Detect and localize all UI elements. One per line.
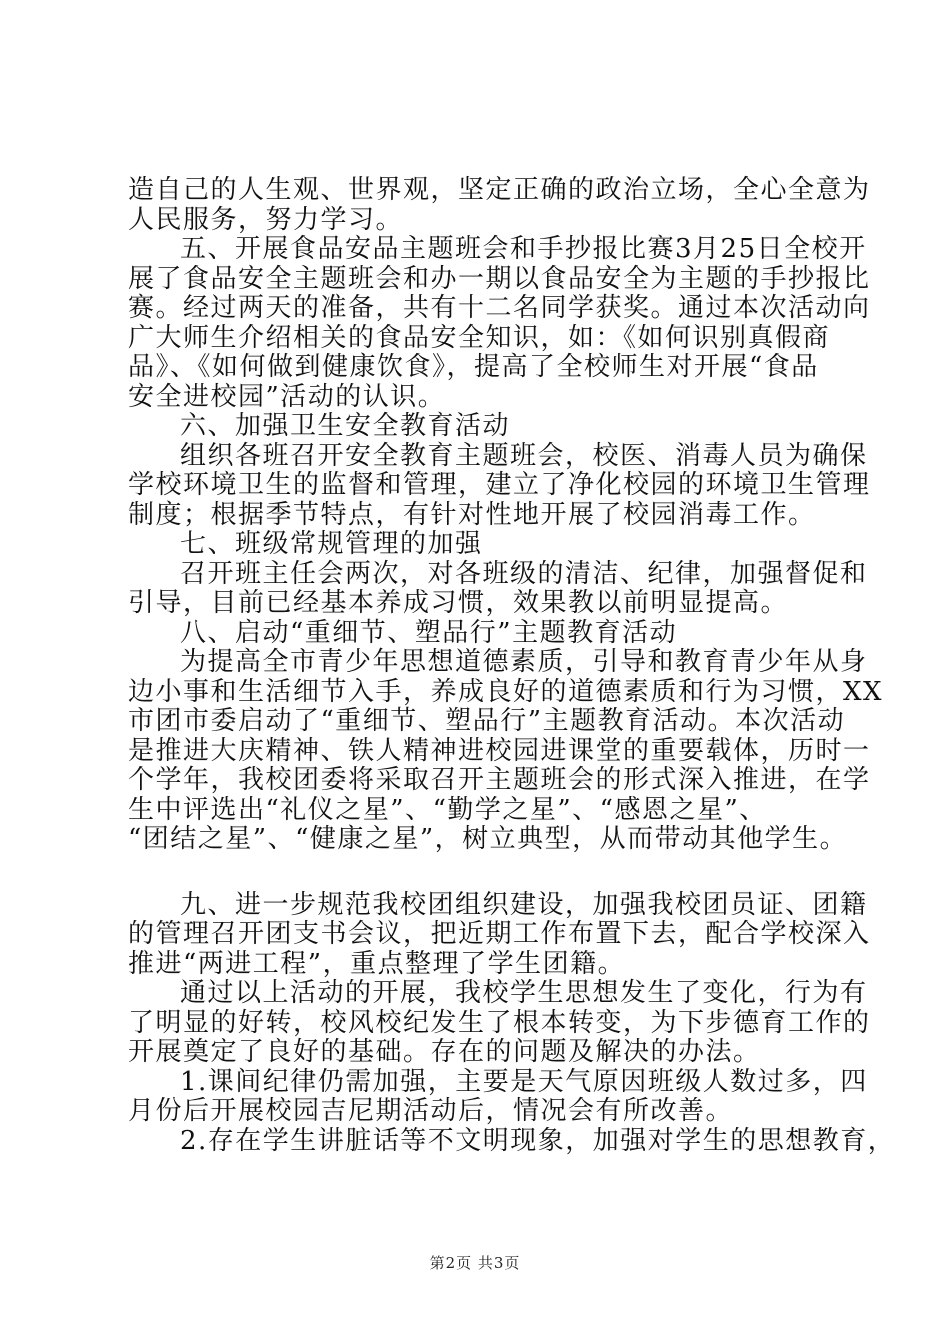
text-line: 造自己的人生观、世界观，坚定正确的政治立场，全心全意为	[128, 175, 871, 205]
text-line: 市团市委启动了“重细节、塑品行”主题教育活动。本次活动	[128, 706, 846, 736]
paragraph-section-5	[128, 234, 871, 412]
paragraph-section-9	[128, 889, 871, 980]
page-footer: 第2页 共3页	[429, 1254, 521, 1272]
text-line: 推进“两进工程”，重点整理了学生团籍。	[128, 948, 626, 979]
text-line: 赛。经过两天的准备，共有十二名同学获奖。通过本次活动向	[128, 293, 871, 323]
text-line: 2.存在学生讲脏话等不文明现象，加强对学生的思想教育，	[180, 1125, 896, 1156]
text-line: 九、进一步规范我校团组织建设，加强我校团员证、团籍	[180, 889, 868, 920]
text-line: 的管理召开团支书会议，把近期工作布置下去，配合学校深入	[128, 919, 871, 949]
text-line: 召开班主任会两次，对各班级的清洁、纪律，加强督促和	[180, 558, 868, 589]
text-line: 引导，目前已经基本养成习惯，效果教以前明显提高。	[128, 588, 789, 618]
text-line: 生中评选出“礼仪之星”、“勤学之星”、“感恩之星”、	[128, 794, 767, 825]
text-line: 个学年，我校团委将采取召开主题班会的形式深入推进，在学	[128, 765, 871, 795]
document-body	[128, 175, 896, 1156]
text-line: 制度；根据季节特点，有针对性地开展了校园消毒工作。	[128, 499, 816, 530]
text-line: “团结之星”、“健康之星”，树立典型，从而带动其他学生。	[128, 824, 848, 854]
text-line: 组织各班召开安全教育主题班会，校医、消毒人员为确保	[180, 440, 868, 471]
text-line: 是推进大庆精神、铁人精神进校园进课堂的重要载体，历时一	[128, 735, 871, 766]
text-line: 为提高全市青少年思想道德素质，引导和教育青少年从身	[180, 647, 868, 677]
paragraph-issue-1	[128, 1066, 868, 1127]
text-line: 五、开展食品安品主题班会和手抄报比赛3月25日全校开	[180, 234, 867, 264]
text-line: 通过以上活动的开展，我校学生思想发生了变化，行为有	[180, 978, 868, 1008]
text-line: 了明显的好转，校风校纪发生了根本转变，为下步德育工作的	[128, 1007, 871, 1038]
text-line: 人民服务，努力学习。	[128, 204, 404, 235]
text-line: 品》、《如何做到健康饮食》，提高了全校师生对开展“食品	[128, 352, 819, 382]
text-line: 学校环境卫生的监督和管理，建立了净化校园的环境卫生管理	[128, 470, 871, 500]
text-line: 广大师生介绍相关的食品安全知识，如：《如何识别真假商	[128, 322, 831, 353]
paragraph-section-6	[128, 440, 871, 531]
text-line: 开展奠定了良好的基础。存在的问题及解决的办法。	[128, 1037, 761, 1067]
section-heading-7: 七、班级常规管理的加强	[180, 529, 483, 559]
text-line: 月份后开展校园吉尼期活动后，情况会有所改善。	[128, 1096, 734, 1126]
section-heading-6: 六、加强卫生安全教育活动	[180, 411, 511, 441]
paragraph-section-7	[128, 558, 868, 619]
text-line: 展了食品安全主题班会和办一期以食品安全为主题的手抄报比	[128, 263, 871, 294]
text-line: 边小事和生活细节入手，养成良好的道德素质和行为习惯，XX	[128, 676, 884, 707]
section-heading-8: 八、启动“重细节、塑品行”主题教育活动	[180, 617, 678, 648]
paragraph-summary	[128, 978, 871, 1068]
text-line: 安全进校园”活动的认识。	[128, 381, 446, 412]
paragraph-issue-2	[128, 1125, 896, 1157]
text-line: 1.课间纪律仍需加强，主要是天气原因班级人数过多，四	[180, 1066, 868, 1097]
paragraph-gap	[128, 855, 834, 891]
paragraph-section-8	[128, 647, 884, 855]
paragraph-continuation	[128, 175, 871, 235]
